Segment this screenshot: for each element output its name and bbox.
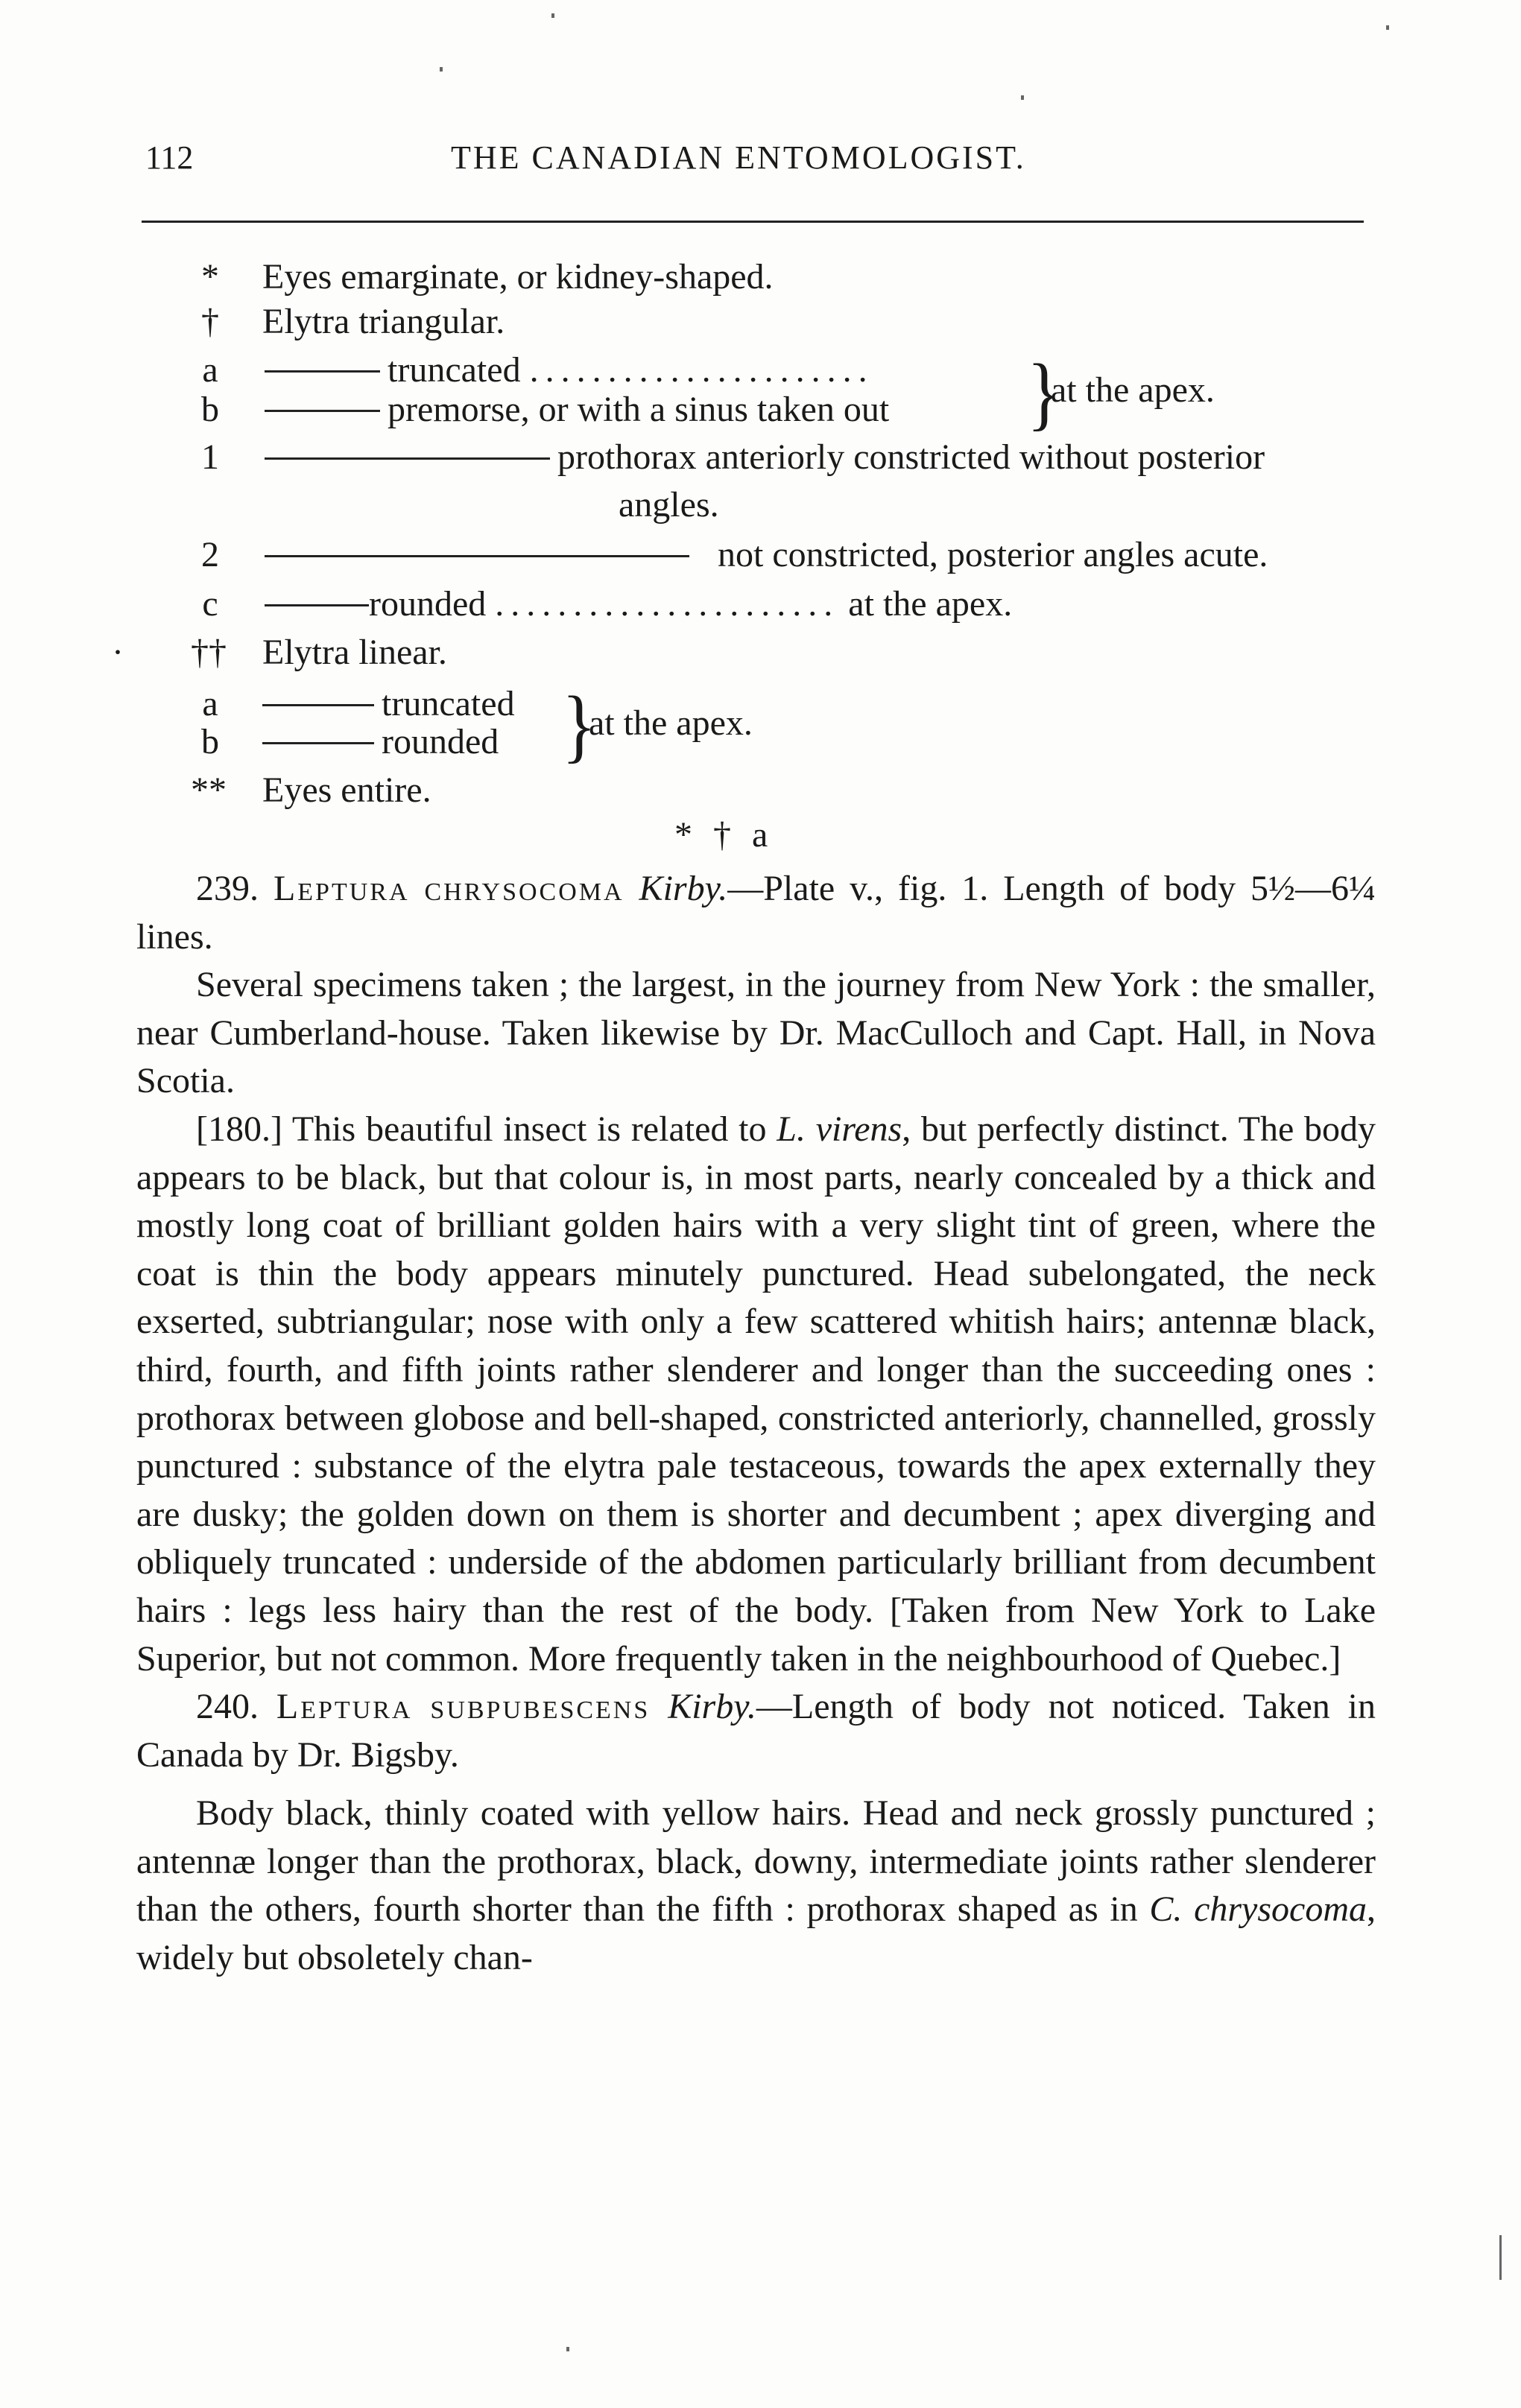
key-text: Eyes entire. [262,770,431,810]
key-mark: * [201,257,219,297]
key-mark: c [202,584,218,624]
brace: } [562,678,597,770]
key-line [265,387,889,432]
key-mark: ** [191,770,227,810]
text-run: [180.] This beautiful insect is related to [196,1109,777,1149]
species-reference: C. chrysocoma [1149,1889,1367,1930]
key-mark: † [201,302,219,341]
margin-dot: · [112,633,124,672]
text-run: Body black, thinly coated with yellow hairs. Head and neck grossly punctured ; antennæ longer than the prothorax, black, downy, intermediate joints rather slenderer than the others, fourth shorter than the fifth : prothorax shaped as in [136,1793,1376,1930]
genus-name: Leptura [276,1687,413,1727]
key-mark: 1 [201,437,219,477]
key-text: prothorax anteriorly constricted without posterior [557,437,1265,477]
key-text: Eyes emarginate, or kidney-shaped. [262,257,774,297]
key-text: rounded [369,584,487,624]
entry-number: 240. [196,1687,259,1727]
key-mark: a [202,684,218,723]
key-text: truncated [388,350,521,390]
key-suffix: at the apex. [589,703,753,743]
key-line [265,435,1265,480]
key-dash [265,604,369,606]
author-name: Kirby. [668,1687,756,1727]
key-line [265,348,874,393]
entry-239-description [136,1106,1376,1683]
key-line [262,720,499,764]
key-dash [265,457,550,460]
entry-details: —Length of body not noticed. Taken in Canada by Dr. Bigsby. [136,1687,1376,1775]
author-name: Kirby. [639,869,728,908]
genus-name: Leptura [273,869,410,908]
key-mark: b [201,722,219,761]
key-mark: b [201,390,219,429]
key-section-mark: * † a [674,815,774,855]
key-mark: †† [191,633,227,672]
entry-239-paragraph: Several specimens taken ; the largest, in the journey from New York : the smaller, near Cumberland-house. Taken likewise by Dr. MacCulloch and Capt. Hall, in Nova Scotia. [136,965,1376,1101]
key-suffix: at the apex. [848,584,1013,624]
key-dash [265,555,689,557]
key-line [265,533,1268,577]
scan-speck [566,2347,569,2351]
key-text: premorse, or with a sinus taken out [388,390,890,429]
leader-dots: ...................... [495,584,840,624]
scan-speck [1386,25,1389,30]
key-text: truncated [382,684,515,723]
entry-239-heading [136,865,1376,961]
species-name: chrysocoma [424,869,624,908]
text-run: , widely but obsoletely chan- [136,1889,1376,1978]
running-title: THE CANADIAN ENTOMOLOGIST. [451,139,1026,176]
entry-240-description [136,1790,1376,1982]
key-text: Elytra triangular. [262,302,505,341]
text-run: , but perfectly distinct. The body appears to be black, but that colour is, in most parts, nearly concealed by a thick and mostly long coat of brilliant golden hairs with a very slight tint of green, where the coat is thin the body appears minutely punctured. Head subelongated, the neck exserted, subtriangular; nose with only a few scattered whitish hairs; antennæ black, third, fourth, and fifth joints rather slenderer and longer than the succeeding ones : prothorax between globose and bell-shaped, constricted anteriorly, channelled, grossly punctured : substance of the elytra pale testaceous, towards the apex externally they are dusky; the golden down on them is shorter and decumbent ; apex diverging and obliquely truncated : underside of the abdomen particularly brilliant from decumbent hairs : legs less hairy than the rest of the body. [Taken from New York to Lake Superior, but not common. More frequently taken in the neighbourhood of Quebec.] [136,1109,1376,1679]
key-text: not constricted, posterior angles acute. [718,535,1268,574]
key-dash [265,410,380,412]
key-dash [262,742,374,744]
key-mark: 2 [201,535,219,574]
species-name: subpubescens [430,1687,651,1727]
leader-dots: ...................... [529,350,874,390]
entry-number: 239. [196,869,259,908]
scan-speck [440,67,443,72]
key-line [265,582,1012,627]
key-text: rounded [382,722,499,761]
key-suffix: at the apex. [1051,370,1215,410]
key-text-continued: angles. [619,485,719,525]
species-reference: L. virens [777,1109,902,1149]
entry-240-heading [136,1683,1376,1779]
brace: } [1027,346,1062,438]
entry-details: —Plate v., fig. 1. Length of body 5½—6¼ lines. [136,869,1376,957]
scan-speck [551,13,554,18]
main-text [136,865,1376,1983]
key-dash [265,370,380,373]
key-mark: a [202,350,218,390]
key-text: Elytra linear. [262,633,447,672]
scan-speck [1021,95,1024,100]
scan-mark [1499,2235,1502,2280]
header-rule [142,221,1364,223]
key-dash [262,704,374,706]
page-number: 112 [145,139,194,176]
